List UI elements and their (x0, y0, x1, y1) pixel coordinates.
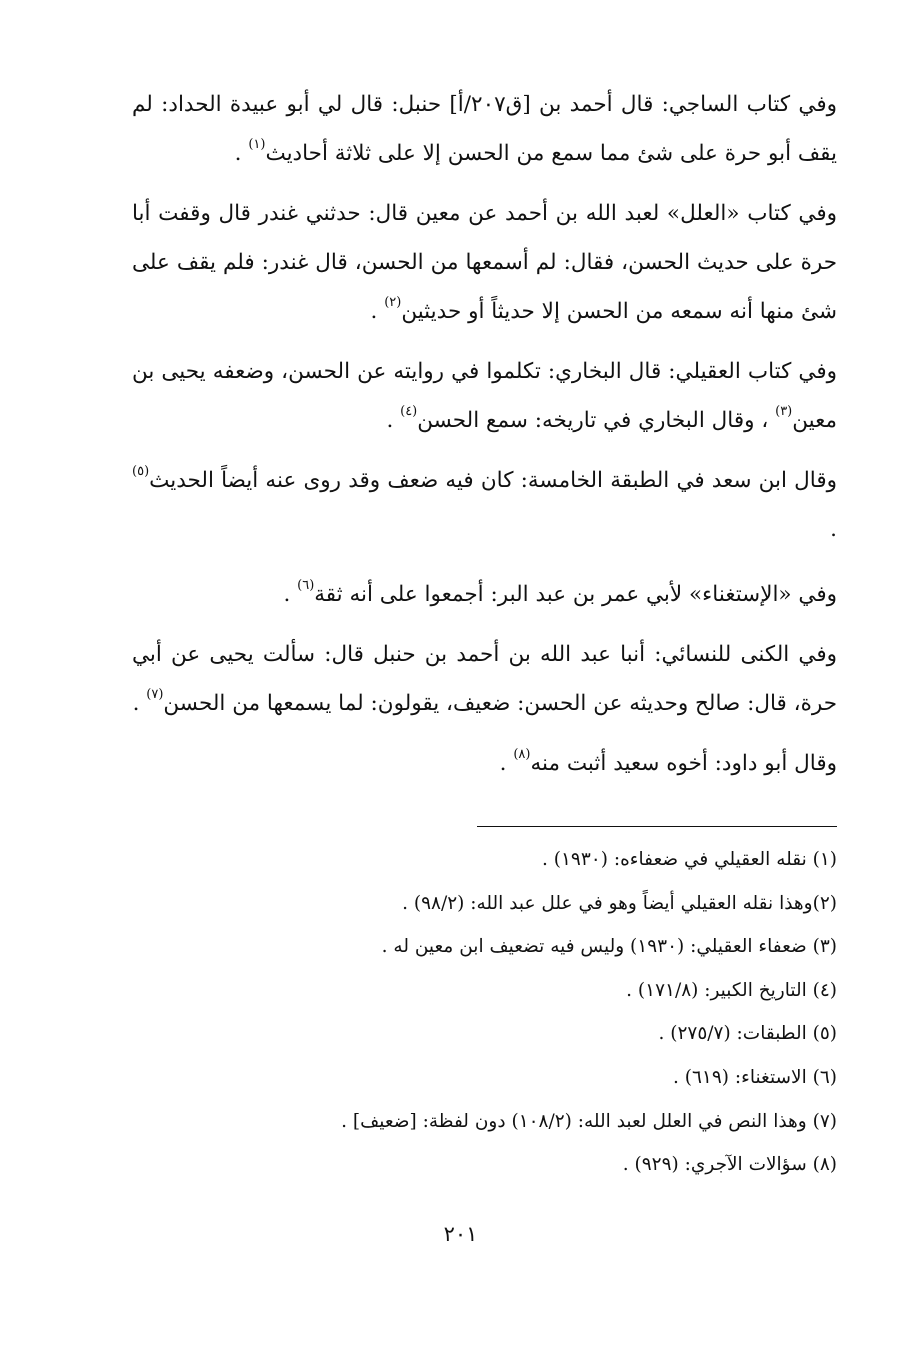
footnote-7: (٧) وهذا النص في العلل لعبد الله: (١٠٨/٢) دون لفظة: [ضعيف] . (341, 1110, 837, 1132)
paragraph-5: وفي «الإستغناء» لأبي عمر بن عبد البر: أجمعوا على أنه ثقة$^{(٦)}$ . (283, 578, 837, 607)
paragraph-7: وقال أبو داود: أخوه سعيد أثبت منه$^{(٨)}$ . (499, 747, 837, 776)
paragraph-4: وقال ابن سعد في الطبقة الخامسة: كان فيه ضعف وقد روى عنه أيضاً الحديث$^{(٥)}$ . (132, 464, 837, 542)
footnote-4: (٤) التاريخ الكبير: (١٧١/٨) . (626, 979, 837, 1001)
footnote-2: (٢)وهذا نقله العقيلي أيضاً وهو في علل عبد الله: (٩٨/٢) . (402, 892, 837, 914)
footnote-ref-8[interactable]: (٨) (513, 747, 531, 762)
footnote-ref-5[interactable]: (٥) (132, 464, 150, 479)
footnote-separator (477, 826, 837, 827)
footnote-ref-2[interactable]: (٢) (384, 295, 402, 310)
footnote-8: (٨) سؤالات الآجري: (٩٢٩) . (622, 1154, 837, 1176)
footnote-ref-6[interactable]: (٦) (297, 578, 315, 593)
paragraph-1: وفي كتاب الساجي: قال أحمد بن [ق٢٠٧/أ] حنبل: قال لي أبو عبيدة الحداد: لم يقف أبو حرة على شئ مما سمع من الحسن إلا على ثلاثة أحاديث$^{(١)}$ . (132, 92, 837, 166)
paragraph-6: وفي الكنى للنسائي: أنبا عبد الله بن أحمد بن حنبل قال: سألت يحيى عن أبي حرة، قال: صالح وحديثه عن الحسن: ضعيف، يقولون: لما يسمعها من الحسن$^{(٧)}$ . (132, 642, 837, 716)
footnote-ref-4[interactable]: (٤) (400, 404, 418, 419)
page-number: ٢٠١ (443, 1222, 478, 1246)
main-text (132, 80, 837, 799)
footnote-ref-3[interactable]: (٣) (775, 404, 793, 419)
footnote-3: (٣) ضعفاء العقيلي: (١٩٣٠) وليس فيه تضعيف ابن معين له . (381, 936, 837, 958)
footnote-1: (١) نقله العقيلي في ضعفاءه: (١٩٣٠) . (542, 849, 837, 870)
paragraph-2: وفي كتاب «العلل» لعبد الله بن أحمد عن معين قال: حدثني غندر قال وقفت أبا حرة على حديث الحسن، فقال: لم أسمعها من الحسن، قال غندر: فلم يقف على شئ منها أنه سمعه من الحسن إلا حديثاً أو حديثين$^{(٢)}$ . (132, 201, 837, 324)
paragraph-3: وفي كتاب العقيلي: قال البخاري: تكلموا في روايته عن الحسن، وضعفه يحيى بن معين$^{(٣)}$ ، وقال البخاري في تاريخه: سمع الحسن$^{(٤)}$ . (132, 359, 837, 433)
footnote-5: (٥) الطبقات: (٢٧٥/٧) . (658, 1023, 837, 1045)
footnote-ref-1[interactable]: (١) (248, 137, 266, 152)
footnote-6: (٦) الاستغناء: (٦١٩) . (673, 1066, 837, 1088)
footnote-ref-7[interactable]: (٧) (146, 687, 164, 702)
footnotes (132, 838, 837, 1187)
